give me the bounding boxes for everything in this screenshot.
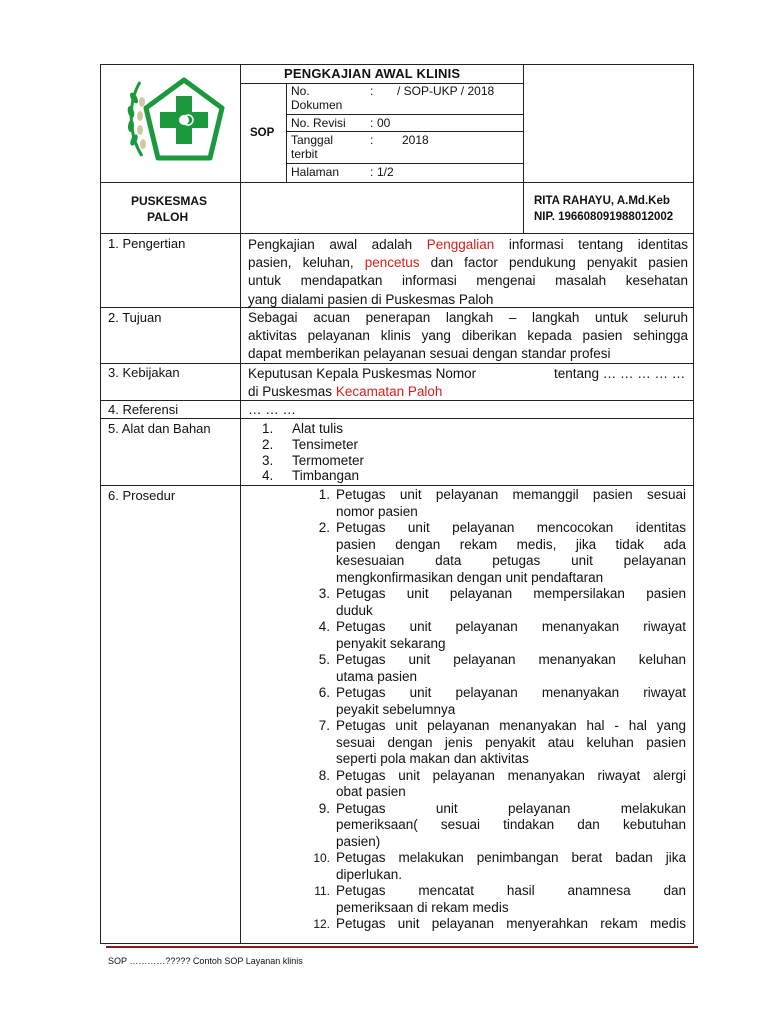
prosedur-step-line: Petugas unit pelayanan menanyakan riwayat alergi [336, 767, 686, 783]
tujuan-l3: dapat memberikan pelayanan sesuai dengan standar profesi [248, 346, 611, 362]
footer-rule [106, 946, 698, 948]
field-halaman-sep: : [370, 165, 374, 179]
prosedur-step-line: Petugas unit pelayanan melakukan [336, 800, 686, 816]
field-halaman-value: 1/2 [377, 165, 394, 179]
prosedur-step-line: duduk [336, 602, 373, 618]
prosedur-step-number: 5. [318, 652, 330, 667]
field-no-dokumen-value: / SOP-UKP / 2018 [397, 84, 495, 98]
prosedur-step-number: 6. [318, 685, 330, 700]
field-revisi-value: 00 [377, 116, 391, 130]
pengertian-l4: yang dialami pasien di Puskesmas Paloh [248, 291, 494, 307]
prosedur-step-number: 7. [318, 718, 330, 733]
alat-item-1: Alat tulis [292, 421, 344, 436]
pengertian-l1a: Pengkajian awal adalah [248, 237, 413, 252]
kebijakan-l2a: di Puskesmas [248, 384, 333, 399]
section-label-alat: 5. Alat dan Bahan [108, 421, 211, 436]
field-tanggal-label2: terbit [291, 147, 318, 161]
section-label-prosedur: 6. Prosedur [108, 488, 176, 503]
prosedur-step-number: 9. [318, 800, 330, 816]
pengertian-l3: untuk mendapatkan informasi mengenai masalah kesehatan [248, 273, 688, 289]
kebijakan-l2-red: Kecamatan Paloh [335, 384, 443, 399]
kebijakan-l1a: Keputusan Kepala Puskesmas Nomor [248, 366, 477, 381]
referensi-value: … … … [248, 402, 297, 417]
prosedur-step-line: Petugas unit pelayanan menanyakan riwayat [336, 685, 686, 700]
field-tanggal-value: 2018 [402, 133, 429, 147]
section-label-tujuan: 2. Tujuan [108, 310, 162, 325]
prosedur-step-number: 12. [313, 917, 330, 931]
prosedur-step-line: utama pasien [336, 668, 418, 684]
prosedur-step-number: 11. [314, 884, 330, 898]
org-name-line2: PALOH [147, 210, 189, 224]
pengertian-text [248, 236, 688, 309]
tujuan-l2: aktivitas pelayanan klinis yang diberikan kepada pasien sehingga [248, 328, 688, 344]
section-label-kebijakan: 3. Kebijakan [108, 365, 180, 380]
org-name-line1: PUSKESMAS [131, 194, 208, 208]
document-title: PENGKAJIAN AWAL KLINIS [284, 66, 461, 81]
prosedur-step-line: Petugas mencatat hasil anamnesa dan [336, 883, 686, 898]
prosedur-step-line: Petugas unit pelayanan menanyakan riwayat [336, 619, 686, 634]
tujuan-text [248, 309, 688, 364]
prosedur-step-number: 10. [313, 851, 330, 865]
prosedur-step-line: sesuai dengan jenis penyakit atau keluhan pasien [336, 734, 686, 750]
field-tanggal-sep: : [370, 133, 374, 147]
prosedur-step-line: pasien) [336, 833, 381, 849]
alat-num-3: 3. [262, 453, 274, 468]
field-no-dokumen-label: No. [291, 84, 310, 98]
prosedur-step-line: pemeriksaan di rekam medis [336, 899, 509, 915]
sop-label: SOP [250, 127, 275, 139]
prosedur-step-line: Petugas unit pelayanan mencocokan identitas [336, 520, 686, 535]
prosedur-step-number: 8. [318, 767, 330, 783]
prosedur-steps [302, 487, 688, 943]
signer-nip: NIP. 196608091988012002 [534, 211, 674, 223]
field-revisi-label: No. Revisi [291, 116, 346, 130]
pengertian-l2b: dan factor pendukung penyakit pasien [430, 255, 688, 271]
prosedur-step-line: kesesuaian data petugas unit pelayanan [336, 553, 686, 568]
prosedur-step-line: nomor pasien [336, 503, 418, 519]
kebijakan-l2 [248, 383, 442, 401]
pengertian-l2a: pasien, keluhan, [248, 255, 354, 271]
prosedur-step-line: obat pasien [336, 784, 406, 799]
field-revisi-sep: : [370, 116, 374, 130]
alat-item-4: Timbangan [292, 468, 360, 483]
prosedur-step-line: peyakit sebelumnya [336, 701, 456, 717]
prosedur-step-number: 1. [318, 487, 330, 502]
section-label-referensi: 4. Referensi [108, 402, 179, 417]
signer-name: RITA RAHAYU, A.Md.Keb [534, 195, 670, 207]
prosedur-step-number: 3. [318, 586, 330, 601]
field-no-dokumen-label2: Dokumen [291, 98, 343, 112]
pengertian-l1-red: Penggalian [426, 237, 495, 252]
pengertian-l1b: informasi tentang identitas [508, 237, 689, 252]
prosedur-step-line: seperti pola makan dan aktivitas [336, 751, 529, 766]
prosedur-step-line: diperlukan. [336, 866, 403, 882]
alat-num-4: 4. [262, 468, 274, 483]
footer-text: SOP …………????? Contoh SOP Layanan klinis [108, 956, 303, 966]
prosedur-step-line: Petugas unit pelayanan memanggil pasien sesuai [336, 487, 686, 502]
alat-item-2: Tensimeter [292, 437, 359, 452]
alat-num-2: 2. [262, 437, 274, 452]
prosedur-step-number: 4. [318, 619, 330, 634]
prosedur-step-line: Petugas unit pelayanan menanyakan keluhan [336, 652, 686, 667]
prosedur-step-line: Petugas unit pelayanan mempersilakan pasien [336, 586, 686, 601]
field-no-dokumen-sep: : [370, 84, 374, 98]
prosedur-step-number: 2. [318, 520, 330, 535]
section-label-pengertian: 1. Pengertian [108, 236, 186, 251]
puskesmas-logo [120, 72, 232, 172]
prosedur-step-line: penyakit sekarang [336, 635, 446, 651]
field-tanggal-label: Tanggal [291, 133, 334, 147]
prosedur-step-line: Petugas unit pelayanan menyerahkan rekam medis [336, 916, 686, 931]
prosedur-step-line: pemeriksaan( sesuai tindakan dan kebutuhan [336, 817, 686, 832]
field-halaman-label: Halaman [291, 165, 340, 179]
prosedur-step-line: pasien dengan rekam medis, jika tidak ada [336, 536, 686, 552]
alat-item-3: Termometer [292, 453, 365, 468]
prosedur-step-line: mengkonfirmasikan dengan unit pendaftaran [336, 569, 604, 585]
prosedur-step-line: Petugas unit pelayanan menanyakan hal - hal yang [336, 718, 686, 733]
prosedur-step-line: Petugas melakukan penimbangan berat badan jika [336, 850, 686, 865]
pengertian-l2-red: pencetus [364, 255, 420, 271]
alat-num-1: 1. [262, 421, 274, 436]
alat-list [262, 420, 462, 484]
kebijakan-l1b: tentang … … … … … [554, 366, 686, 381]
tujuan-l1: Sebagai acuan penerapan langkah – langkah untuk seluruh [248, 310, 688, 325]
